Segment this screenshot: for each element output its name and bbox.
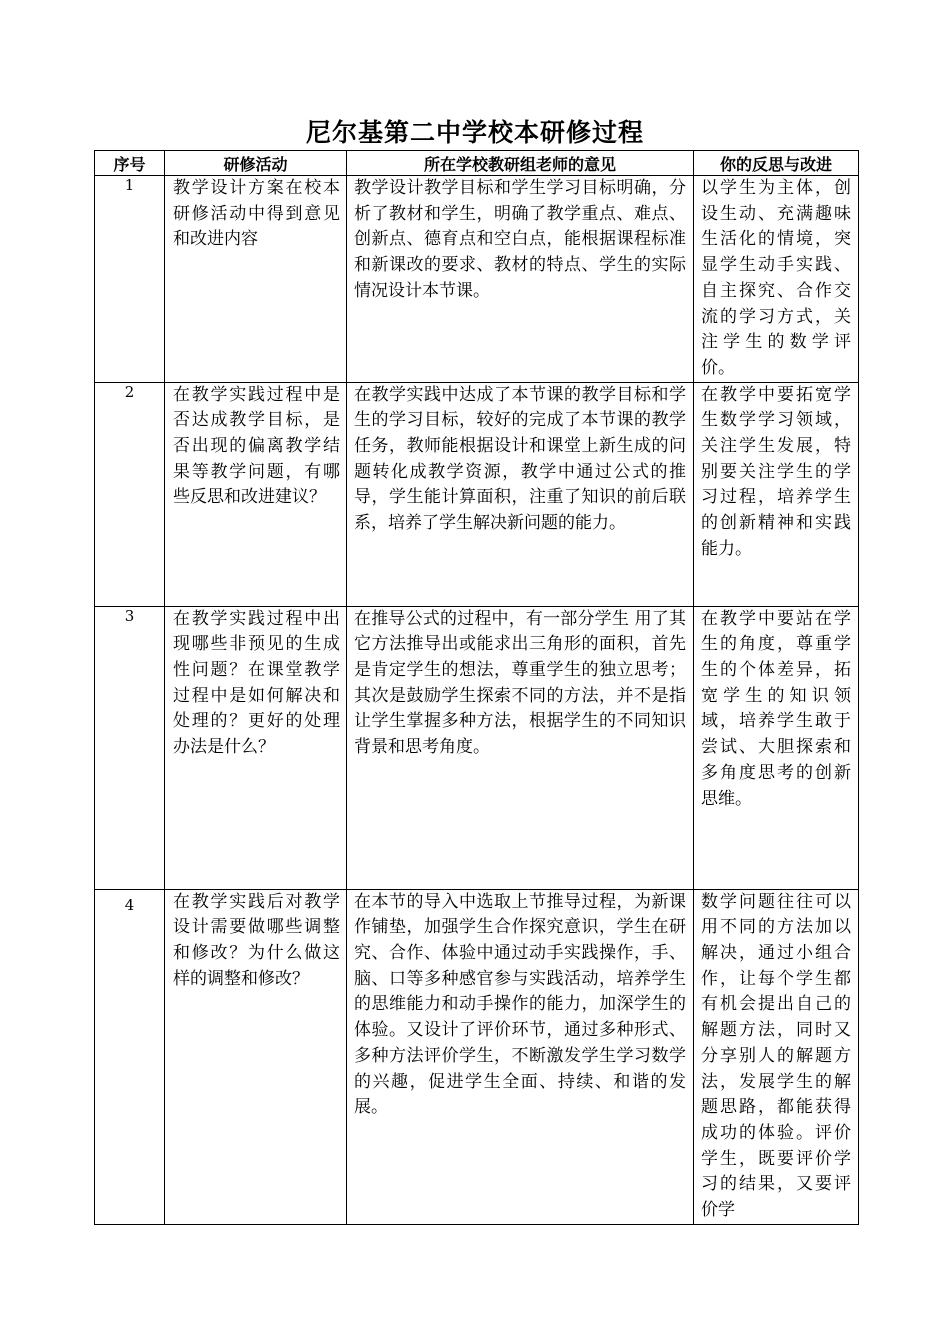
table-row — [95, 606, 859, 889]
row-number: 4 — [95, 889, 165, 1224]
row-opinion — [347, 889, 694, 1224]
row-reflection — [694, 606, 859, 889]
header-activity: 研修活动 — [165, 151, 347, 176]
row-activity — [165, 606, 347, 889]
table-row — [95, 382, 859, 606]
opinion-text: 在本节的导入中选取上节推导过程，为新课作铺垫，加强学生合作探究意识，学生在研究、合作、体验中通过动手实践操作，手、脑、口等多种感官参与实践活动，培养学生的思维能力和动手操作的能力，加深学生的体验。又设计了评价环节，通过多种形式、多种方法评价学生，不断激发学生学习数学的兴趣，促进学生全面、持续、和谐的发展。 — [354, 891, 686, 1118]
table-header-row — [95, 151, 859, 176]
row-number: 3 — [95, 606, 165, 889]
table-row — [95, 176, 859, 383]
reflection-text: 数学问题往往可以用不同的方法加以解决，通过小组合作，让每个学生都有机会提出自己的解题方法，同时又分享别人的解题方法，发展学生的解题思路，都能获得成功的体验。评价学生，既要评价学习的结果，又要评价学 — [701, 891, 851, 1221]
row-reflection — [694, 889, 859, 1224]
opinion-text: 在教学实践中达成了本节课的教学目标和学生的学习目标，较好的完成了本节课的教学任务，教师能根据设计和课堂上新生成的问题转化成教学资源，教学中通过公式的推导，学生能计算面积，注重了知识的前后联系，培养了学生解决新问题的能力。 — [354, 384, 686, 534]
header-opinion: 所在学校教研组老师的意见 — [347, 151, 694, 176]
activity-text: 在教学实践过程中出现哪些非预见的生成性问题？在课堂教学过程中是如何解决和处理的？更好的处理办法是什么？ — [173, 608, 340, 758]
row-number: 1 — [95, 176, 165, 383]
row-opinion — [347, 176, 694, 383]
activity-text: 在教学实践后对教学设计需要做哪些调整和修改？为什么做这样的调整和修改？ — [173, 891, 340, 989]
row-activity — [165, 889, 347, 1224]
header-number: 序号 — [95, 151, 165, 176]
row-reflection — [694, 176, 859, 383]
row-number: 2 — [95, 382, 165, 606]
row-opinion — [347, 606, 694, 889]
row-activity — [165, 382, 347, 606]
activity-text: 在教学实践过程中是否达成教学目标，是否出现的偏离教学结果等教学问题，有哪些反思和改进建议？ — [173, 384, 340, 508]
reflection-text: 以学生为主体，创设生动、充满趣味生活化的情境，突显学生动手实践、自主探究、合作交流的学习方式，关注学生的数学评价。 — [701, 178, 851, 378]
row-opinion — [347, 382, 694, 606]
row-reflection — [694, 382, 859, 606]
reflection-text: 在教学中要拓宽学生数学学习领域，关注学生发展，特别要关注学生的学习过程，培养学生的创新精神和实践能力。 — [701, 384, 851, 559]
table-row — [95, 889, 859, 1224]
opinion-text: 在推导公式的过程中，有一部分学生 用了其它方法推导出或能求出三角形的面积，首先是肯定学生的想法，尊重学生的独立思考；其次是鼓励学生探索不同的方法，并不是指让学生掌握多种方法，根据学生的不同知识背景和思考角度。 — [354, 608, 686, 758]
reflection-text: 在教学中要站在学生的角度，尊重学生的个体差异，拓宽学生的知识领域，培养学生敢于尝试、大胆探索和多角度思考的创新思维。 — [701, 608, 851, 809]
activity-text: 教学设计方案在校本研修活动中得到意见和改进内容 — [173, 178, 340, 250]
research-process-table — [94, 150, 859, 1225]
row-activity — [165, 176, 347, 383]
opinion-text: 教学设计教学目标和学生学习目标明确，分析了教材和学生，明确了教学重点、难点、创新点、德育点和空白点，能根据课程标准和新课改的要求、教材的特点、学生的实际情况设计本节课。 — [354, 178, 686, 301]
document-title: 尼尔基第二中学校本研修过程 — [305, 118, 644, 147]
header-reflection: 你的反思与改进 — [694, 151, 859, 176]
